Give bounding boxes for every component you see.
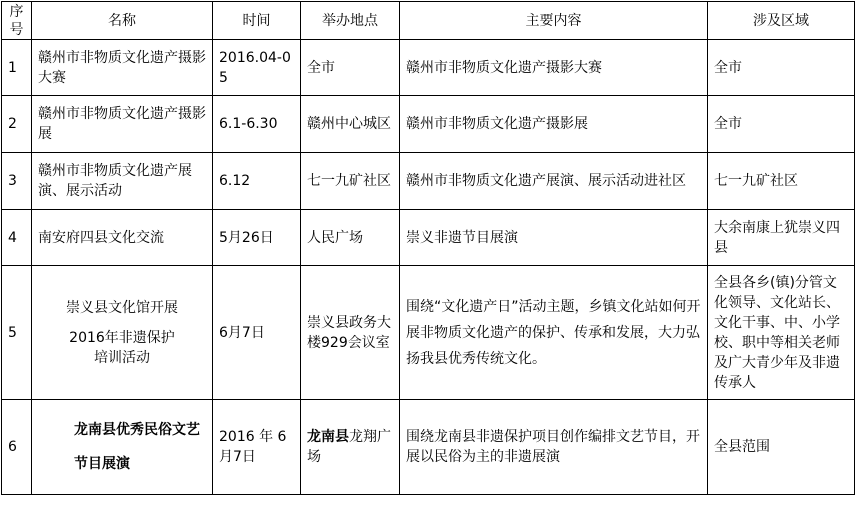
table-row [2,266,855,400]
cell-name: 南安府四县文化交流 [32,210,213,266]
cell-time: 5月26日 [213,210,301,266]
cell-time: 6.1-6.30 [213,96,301,153]
cell-region: 全县范围 [708,400,855,495]
cell-seq: 3 [2,153,32,210]
name-line-1: 崇义县文化馆开展 [66,299,178,316]
cell-venue: 崇义县政务大楼929会议室 [301,266,400,400]
cell-name: 赣州市非物质文化遗产摄影展 [32,96,213,153]
cell-region: 全县各乡(镇)分管文化领导、文化站长、文化干事、中、小学校、职中等相关老师及广大青少年及非遗传承人 [708,266,855,400]
cell-seq: 4 [2,210,32,266]
cell-region: 大余南康上犹崇义四县 [708,210,855,266]
cell-name: 赣州市非物质文化遗产展演、展示活动 [32,153,213,210]
cell-content: 围绕龙南县非遗保护项目创作编排文艺节目，开展以民俗为主的非遗展演 [400,400,708,495]
cell-time: 6月7日 [213,266,301,400]
cell-content: 赣州市非物质文化遗产摄影大赛 [400,40,708,96]
cell-region: 七一九矿社区 [708,153,855,210]
cell-seq: 5 [2,266,32,400]
cell-time: 2016.04-05 [213,40,301,96]
cell-venue: 人民广场 [301,210,400,266]
cell-name: 龙南县优秀民俗文艺节目展演 [32,400,213,495]
cell-seq: 2 [2,96,32,153]
header-venue: 举办地点 [301,2,400,40]
cell-content: 赣州市非物质文化遗产展演、展示活动进社区 [400,153,708,210]
cell-name [32,266,213,400]
activity-table [1,1,855,495]
header-name: 名称 [32,2,213,40]
cell-content: 围绕“文化遗产日”活动主题，乡镇文化站如何开展非物质文化遗产的保护、传承和发展，大力弘扬我县优秀传统文化。 [400,266,708,400]
table-row [2,400,855,495]
venue-rest-part: 龙翔广场 [307,429,391,465]
cell-content: 赣州市非物质文化遗产摄影展 [400,96,708,153]
table-header-row [2,2,855,40]
table-row [2,96,855,153]
table-row [2,210,855,266]
table-row [2,153,855,210]
header-seq: 序号 [2,2,32,40]
cell-content: 崇义非遗节目展演 [400,210,708,266]
venue-bold-part: 龙南县 [307,429,349,445]
header-content: 主要内容 [400,2,708,40]
cell-region: 全市 [708,40,855,96]
cell-venue [301,400,400,495]
cell-region: 全市 [708,96,855,153]
cell-seq: 6 [2,400,32,495]
cell-name: 赣州市非物质文化遗产摄影大赛 [32,40,213,96]
cell-venue: 全市 [301,40,400,96]
table-row [2,40,855,96]
cell-venue: 赣州中心城区 [301,96,400,153]
cell-seq: 1 [2,40,32,96]
cell-time: 6.12 [213,153,301,210]
cell-venue: 七一九矿社区 [301,153,400,210]
header-region: 涉及区域 [708,2,855,40]
name-line-2: 2016年非遗保护培训活动 [69,329,175,366]
header-time: 时间 [213,2,301,40]
cell-time: 2016 年 6 月7日 [213,400,301,495]
